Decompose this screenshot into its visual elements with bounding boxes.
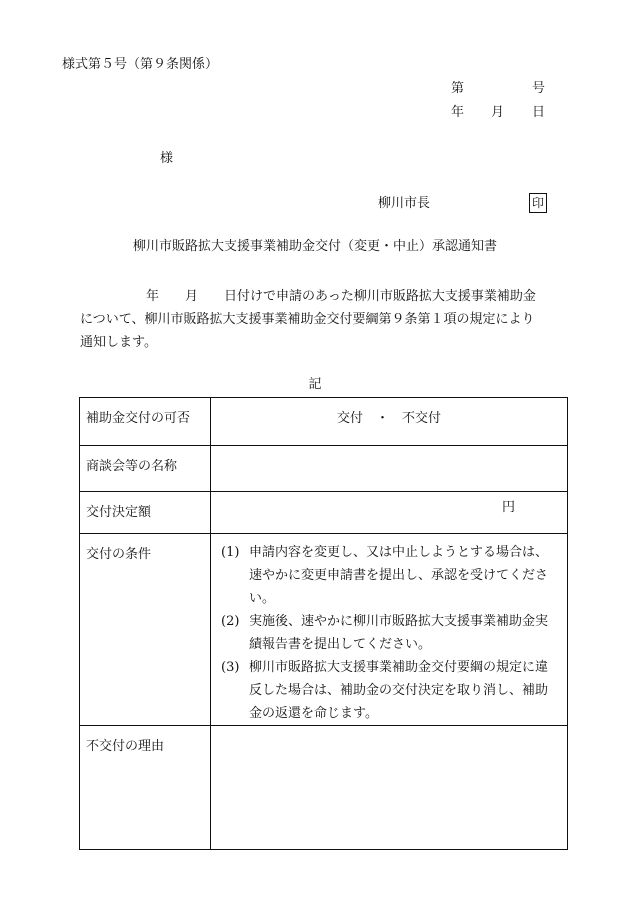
notice-table xyxy=(79,397,568,850)
condition-number: (3) xyxy=(221,660,240,675)
conditions-list xyxy=(211,534,567,725)
list-item xyxy=(221,610,559,656)
list-item xyxy=(221,541,559,610)
row-label-rejection-reason: 不交付の理由 xyxy=(80,726,211,850)
seal-mark: 印 xyxy=(529,193,547,213)
list-item xyxy=(221,656,559,725)
date-year-label: 年 xyxy=(451,105,465,120)
condition-text: 柳川市販路拡大支援事業補助金交付要綱の規定に違反した場合は、補助金の交付決定を取り消し、補助金の返還を命じます。 xyxy=(249,660,549,721)
table-row xyxy=(80,446,568,492)
ki-heading: 記 xyxy=(308,377,322,392)
row-label-amount: 交付決定額 xyxy=(80,492,211,534)
conditions-cell xyxy=(211,534,568,726)
body-text-line-1: 年 月 日付けで申請のあった柳川市販路拡大支援事業補助金 xyxy=(146,289,536,304)
table-row xyxy=(80,398,568,446)
condition-text: 申請内容を変更し、又は中止しようとする場合は、速やかに変更申請書を提出し、承認を受けてください。 xyxy=(249,545,549,606)
table-row xyxy=(80,534,568,726)
yen-unit: 円 xyxy=(501,500,515,515)
condition-text: 実施後、速やかに柳川市販路拡大支援事業補助金実績報告書を提出してください。 xyxy=(249,614,549,652)
document-number-suffix: 号 xyxy=(532,81,546,96)
row-label-event-name: 商談会等の名称 xyxy=(80,446,211,492)
rejection-reason-value xyxy=(211,726,568,850)
event-name-value xyxy=(211,446,568,492)
amount-value xyxy=(211,492,568,534)
table-row xyxy=(80,726,568,850)
body-text-line-2: について、柳川市販路拡大支援事業補助金交付要綱第９条第１項の規定により xyxy=(80,312,535,327)
document-number-prefix: 第 xyxy=(451,81,465,96)
condition-number: (2) xyxy=(221,614,240,629)
document-title: 柳川市販路拡大支援事業補助金交付（変更・中止）承認通知書 xyxy=(132,239,497,254)
sender-name: 柳川市長 xyxy=(378,196,431,211)
body-text-line-3: 通知します。 xyxy=(80,335,157,350)
addressee: 様 xyxy=(160,151,174,166)
date-day-label: 日 xyxy=(532,105,546,120)
row-label-conditions: 交付の条件 xyxy=(80,534,211,726)
row-label-approval: 補助金交付の可否 xyxy=(80,398,211,446)
date-month-label: 月 xyxy=(491,105,505,120)
form-label: 様式第５号（第９条関係） xyxy=(62,57,219,72)
condition-number: (1) xyxy=(221,545,240,560)
approval-choice: 交付 ・ 不交付 xyxy=(211,398,568,446)
table-row xyxy=(80,492,568,534)
